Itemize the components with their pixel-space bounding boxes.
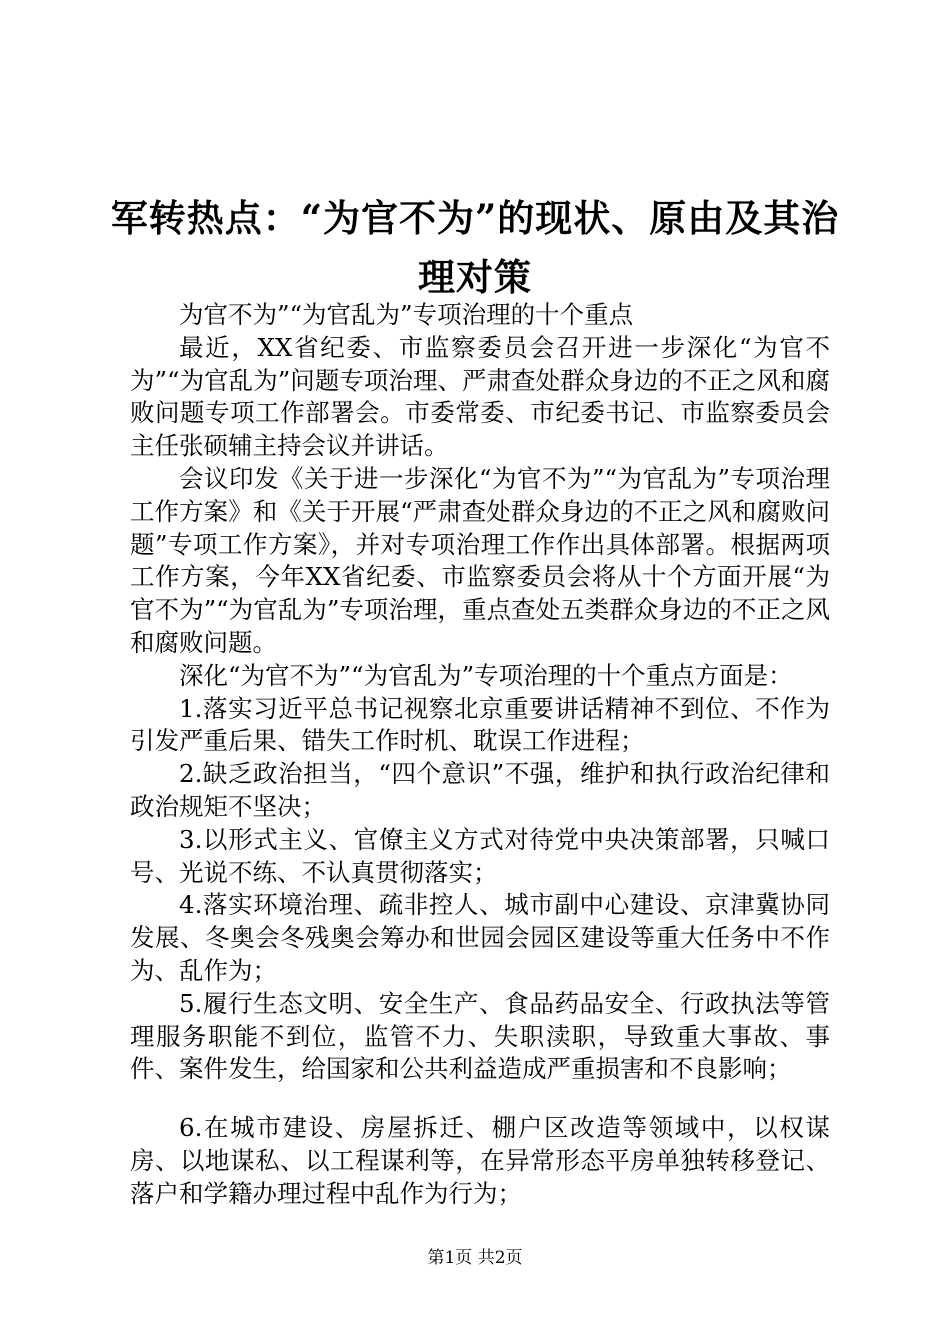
page-footer: 第1页 共2页	[427, 1248, 523, 1268]
list-item-1: 1.落实习近平总书记视察北京重要讲话精神不到位、不作为引发严重后果、错失工作时机、耽误工作进程；	[130, 693, 830, 756]
document-title-line-2: 理对策	[418, 255, 532, 299]
paragraph-ten-points-lead: 深化“为官不为”“为官乱为”专项治理的十个重点方面是：	[179, 660, 793, 690]
list-item-4: 4.落实环境治理、疏非控人、城市副中心建设、京津冀协同发展、冬奥会冬残奥会筹办和世园会园区建设等重大任务中不作为、乱作为；	[130, 890, 830, 985]
list-item-3: 3.以形式主义、官僚主义方式对待党中央决策部署，只喊口号、光说不练、不认真贯彻落实；	[130, 824, 830, 887]
document-body	[130, 299, 830, 1211]
list-item-6: 6.在城市建设、房屋拆迁、棚户区改造等领域中，以权谋房、以地谋私、以工程谋利等，在异常形态平房单独转移登记、落户和学籍办理过程中乱作为行为；	[130, 1113, 830, 1208]
list-item-2: 2.缺乏政治担当，“四个意识”不强，维护和执行政治纪律和政治规矩不坚决；	[130, 759, 830, 821]
paragraph-subtitle: 为官不为”“为官乱为”专项治理的十个重点	[179, 300, 634, 329]
paragraph-intro: 最近，XX省纪委、市监察委员会召开进一步深化“为官不为”“为官乱为”问题专项治理、严肃查处群众身边的不正之风和腐败问题专项工作部署会。市委常委、市纪委书记、市监察委员会主任张硕辅主持会议并讲话。	[130, 332, 830, 461]
paragraph-meeting: 会议印发《关于进一步深化“为官不为”“为官乱为”专项治理工作方案》和《关于开展“严肃查处群众身边的不正之风和腐败问题”专项工作方案》，并对专项治理工作作出具体部署。根据两项工作方案，今年XX省纪委、市监察委员会将从十个方面开展“为官不为”“为官乱为”专项治理，重点查处五类群众身边的不正之风和腐败问题。	[130, 463, 830, 657]
list-item-5: 5.履行生态文明、安全生产、食品药品安全、行政执法等管理服务职能不到位，监管不力、失职渎职，导致重大事故、事件、案件发生，给国家和公共利益造成严重损害和不良影响；	[130, 988, 830, 1084]
document-title-line-1: 军转热点：“为官不为”的现状、原由及其治	[110, 196, 840, 240]
